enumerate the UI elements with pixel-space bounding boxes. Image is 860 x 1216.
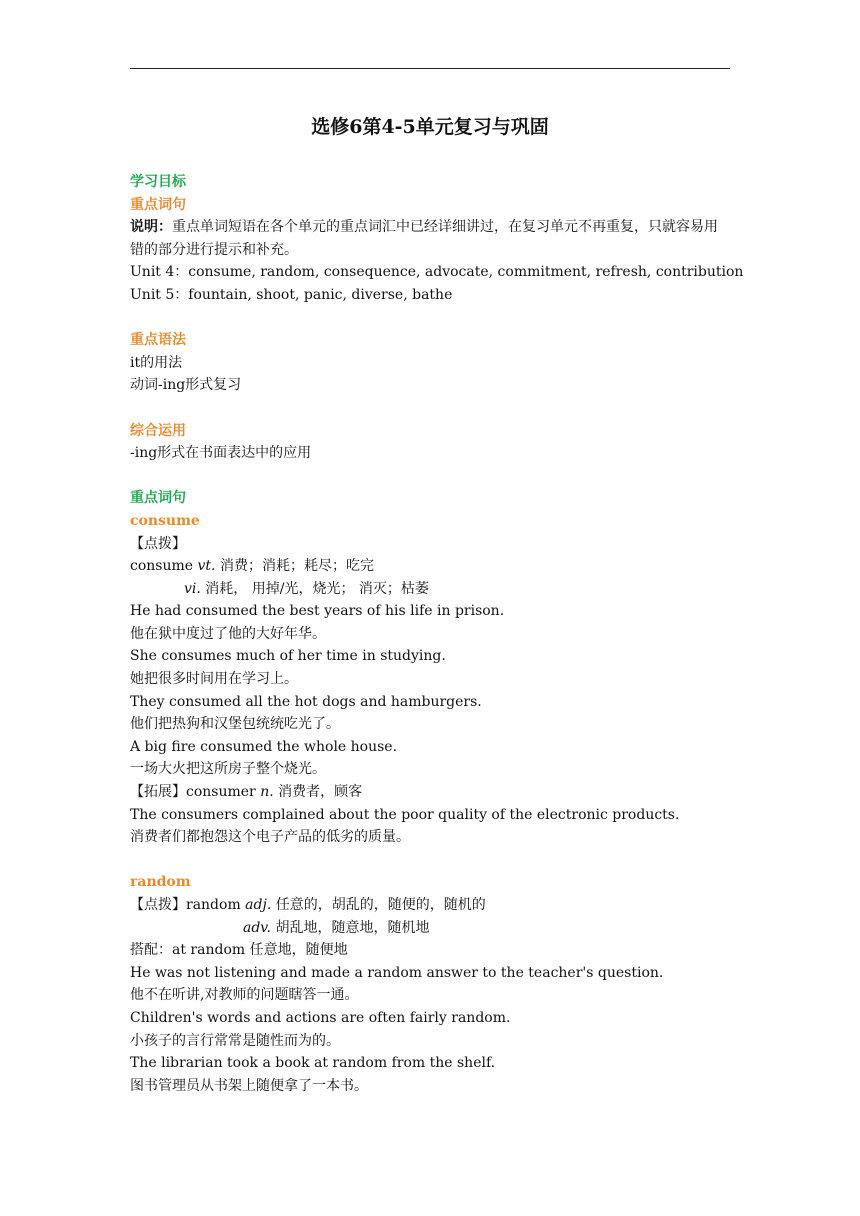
definition-text: 消费者，顾客 [273,784,363,801]
example-en: The consumers complained about the poor quality of the electronic products. [130,806,680,823]
definition-text: 消费；消耗；耗尽；吃完 [215,558,374,575]
example-en: They consumed all the hot dogs and hamburgers. [130,693,482,710]
example-zh: 他不在听讲,对教师的问题瞎答一通。 [130,987,359,1004]
word-heading-random: random [130,874,191,891]
usage-heading: 综合运用 [130,422,186,439]
headword: consumer [186,784,261,801]
tip-label: 【点拨】 [130,897,186,913]
example-en: A big fire consumed the whole house. [130,738,398,755]
headword: random [186,897,246,913]
example-zh: 他们把热狗和汉堡包统统吃光了。 [130,716,340,733]
example-en: She consumes much of her time in studying. [130,648,446,665]
part-of-speech: vt. [197,558,216,575]
example-zh: 一场大火把这所房子整个烧光。 [130,761,326,778]
example-zh: 消费者们都抱怨这个电子产品的低劣的质量。 [130,829,410,846]
document-body [130,171,744,1097]
tip-label: 【点拨】 [130,535,186,552]
grammar-item: 动词-ing形式复习 [130,377,242,394]
part-of-speech: n. [260,784,274,801]
definition-line [130,917,730,940]
headword: consume [130,558,198,575]
example-zh: 小孩子的言行常常是随性而为的。 [130,1032,340,1049]
vocab-heading: 重点词句 [130,196,186,213]
example-zh: 图书管理员从书架上随便拿了一本书。 [130,1077,368,1094]
definition-line [130,578,730,601]
example-en: Children's words and actions are often fairly random. [130,1009,511,1026]
note-label: 说明： [130,219,172,236]
grammar-heading: 重点语法 [130,332,186,349]
collocation-line: 搭配：at random 任意地，随便地 [130,942,348,959]
definition-line [130,894,730,917]
part-of-speech: adv. [243,919,272,936]
page-title: 选修6第4-5单元复习与巩固 [311,116,549,138]
example-en: He was not listening and made a random answer to the teacher's question. [130,964,664,981]
example-zh: 她把很多时间用在学习上。 [130,671,298,688]
extension-label: 【拓展】 [130,784,186,801]
usage-item: -ing形式在书面表达中的应用 [130,445,312,462]
definition-text: 胡乱地，随意地，随机地 [271,919,430,936]
extension-line [130,781,730,804]
section-heading: 重点词句 [130,490,186,507]
example-en: He had consumed the best years of his life in prison. [130,603,505,620]
note-text: 重点单词短语在各个单元的重点词汇中已经详细讲过，在复习单元不再重复，只就容易用错的部分进行提示和补充。 [130,219,718,258]
unit5-words: Unit 5：fountain, shoot, panic, diverse, bathe [130,286,453,303]
part-of-speech: vi. [184,580,201,597]
definition-text: 任意的，胡乱的，随便的，随机的 [271,897,486,913]
definition-text: 消耗， 用掉/光，烧光； 消灭；枯萎 [200,580,429,597]
goals-heading: 学习目标 [130,174,186,190]
example-en: The librarian took a book at random from the shelf. [130,1055,496,1072]
header-rule [130,68,730,69]
unit4-words: Unit 4：consume, random, consequence, advocate, commitment, refresh, contribution [130,264,744,281]
note-paragraph [130,216,730,261]
word-heading-consume: consume [130,512,200,529]
example-zh: 他在狱中度过了他的大好年华。 [130,625,326,642]
definition-line [130,555,730,578]
grammar-item: it的用法 [130,354,183,371]
part-of-speech: adj. [245,897,272,913]
